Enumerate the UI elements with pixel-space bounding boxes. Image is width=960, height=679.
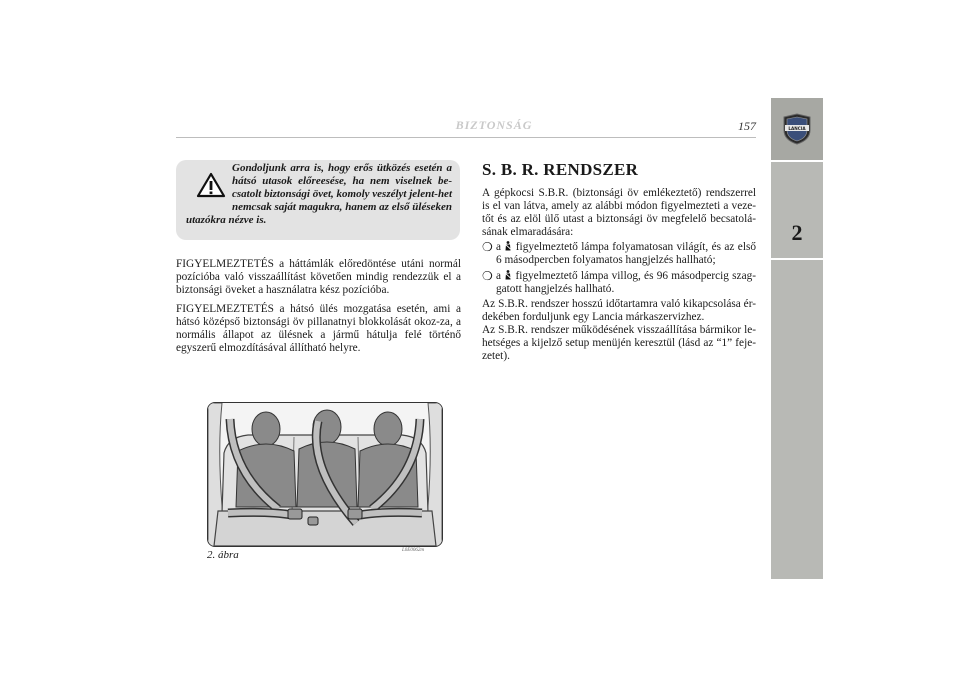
header-divider (176, 137, 756, 138)
seatbelt-warning-icon (504, 270, 512, 280)
bullet-text: figyelmeztető lámpa folyamatosan világít, és az első 6 másodpercben folyamatos hangjelzés hallható; (496, 241, 756, 266)
body-paragraph: FIGYELMEZTETÉS a hátsó ülés mozgatása esetén, ami a hátsó középső biztonsági öv pillanatnyi blokkolását okoz-za, a normális állapot az ülésnek a jármű hátulja felé történő egyszerű elmozdításával állítható helyre. (176, 303, 461, 354)
sidebar-divider (771, 258, 823, 260)
warning-text: Gondoljunk arra is, hogy erős ütközés esetén a hátsó utasok előreesése, ha nem viselnek be-csatolt biztonsági övet, komoly veszélyt jelent-het nemcsak saját magukra, hanem az első üléseken utazókra nézve is. (186, 162, 452, 226)
section-title: BIZTONSÁG (455, 118, 533, 132)
bullet-prefix: a (496, 241, 502, 253)
bullet-icon: ❍ (482, 240, 493, 254)
body-paragraph: Az S.B.R. rendszer működésének visszaállítása bármikor le-hetséges a kijelző setup menüjén keresztül (lásd az “1” feje-zetet). (482, 324, 756, 362)
rear-seat-belts-figure (207, 402, 443, 547)
body-paragraph: Az S.B.R. rendszer hosszú időtartamra való kikapcsolása ér-dekében forduljunk egy Lancia márkaszervizhez. (482, 298, 756, 323)
chapter-sidebar (771, 98, 823, 579)
intro-paragraph: A gépkocsi S.B.R. (biztonsági öv emlékeztető) rendszerrel is el van látva, amely az alábbi módon figyelmezteti a veze-tőt és az elöl ülő utast a biztonsági öv megfelelő becsatolá-sának elmaradására: (482, 187, 756, 238)
figure-caption: 2. ábra (207, 549, 239, 561)
section-heading: S. B. R. RENDSZER (482, 160, 639, 179)
chapter-number: 2 (791, 220, 803, 245)
rear-seat-illustration (208, 403, 442, 546)
bullet-text: figyelmeztető lámpa villog, és 96 másodpercig szag-gatott hangjelzés hallható. (496, 270, 756, 295)
sidebar-divider (771, 160, 823, 162)
warning-box (176, 160, 460, 240)
body-paragraph: FIGYELMEZTETÉS a háttámlák előredöntése utáni normál pozícióba való visszaállítást követően mindig rendezzük el a biztonsági öveket a használatra kész pozícióba. (176, 258, 461, 296)
bullet-icon: ❍ (482, 269, 493, 283)
logo-text: LANCIA (788, 125, 806, 131)
seatbelt-warning-icon (504, 241, 512, 251)
page-number: 157 (738, 119, 756, 133)
logo-box (771, 98, 823, 160)
lancia-logo-icon (781, 112, 813, 146)
figure-code: L0E0062m (402, 548, 424, 553)
bullet-prefix: a (496, 270, 502, 282)
